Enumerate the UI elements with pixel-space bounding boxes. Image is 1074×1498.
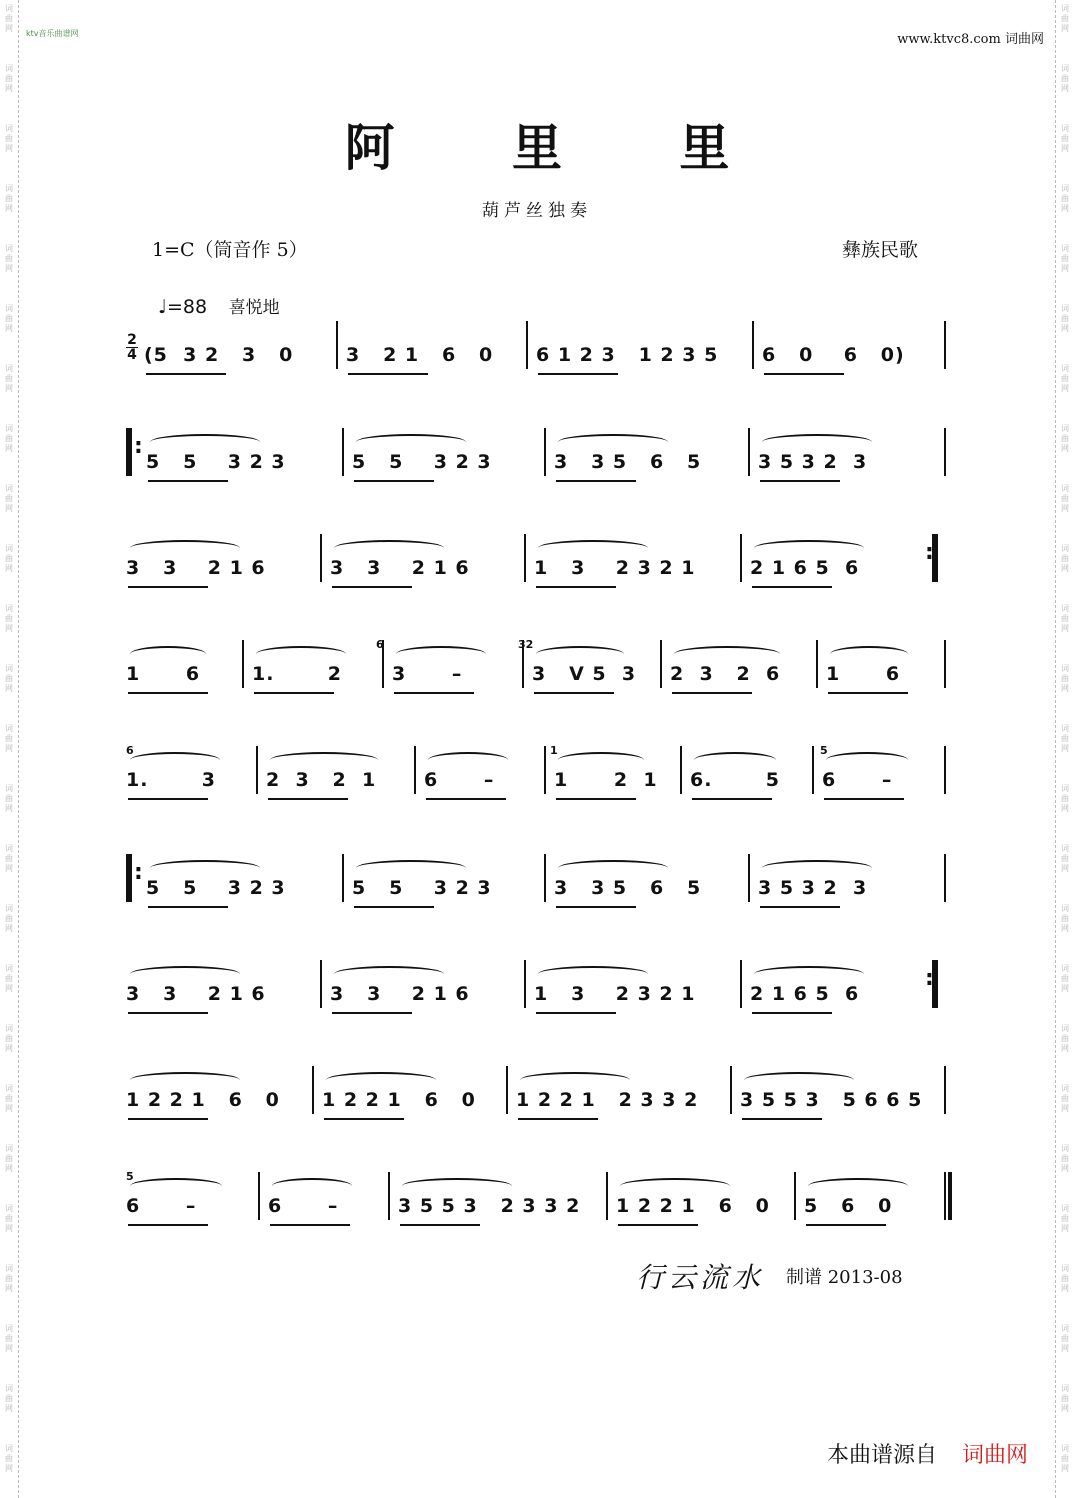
beam-underline [536, 586, 616, 588]
grace-note: 6 [376, 638, 384, 651]
made-by-date: 制谱 2013-08 [786, 1267, 903, 1288]
slur-arc [538, 540, 648, 556]
barline [258, 1172, 260, 1220]
beam-underline [752, 586, 832, 588]
barline [812, 746, 814, 794]
beam-underline [534, 692, 614, 694]
beam-underline [268, 798, 348, 800]
measure: 1 6 [826, 663, 901, 685]
watermark-text: 词 曲 网 [1061, 664, 1069, 693]
watermark-text: 词 曲 网 [1061, 844, 1069, 873]
beam-underline [354, 906, 434, 908]
time-signature-bottom: 4 [127, 347, 137, 363]
watermark-text: 词 曲 网 [1061, 64, 1069, 93]
measure: 2 1 6 5 6 [750, 983, 860, 1005]
beam-underline [556, 480, 636, 482]
watermark-text: 词 曲 网 [5, 904, 13, 933]
measure: 3 2 1 6 0 [346, 344, 494, 366]
beam-underline [536, 1012, 616, 1014]
watermark-text: 词 曲 网 [5, 1024, 13, 1053]
slur-arc [558, 752, 644, 768]
barline [336, 321, 338, 369]
watermark-text: 词 曲 网 [1061, 1324, 1069, 1353]
watermark-text: 词 曲 网 [1061, 724, 1069, 753]
beam-underline [752, 1012, 832, 1014]
tempo-expression: 喜悦地 [228, 298, 280, 318]
score-row [126, 744, 946, 806]
measure: 1 2 2 1 2 3 3 2 [516, 1089, 699, 1111]
beam-underline [332, 1012, 412, 1014]
repeat-end-barline [932, 960, 938, 1008]
beam-underline [556, 906, 636, 908]
title-char-1: 阿 [344, 118, 395, 177]
watermark-text: 词 曲 网 [5, 1384, 13, 1413]
watermark-text: 词 曲 网 [1061, 604, 1069, 633]
beam-underline [254, 692, 334, 694]
slur-arc [808, 1178, 908, 1194]
arranger-signature: 行云流水 [636, 1261, 765, 1294]
watermark-text: 词 曲 网 [5, 784, 13, 813]
measure: 1 2 2 1 6 0 [616, 1195, 770, 1217]
beam-underline [618, 1224, 698, 1226]
watermark-text: 词 曲 网 [5, 124, 13, 153]
title-char-2: 里 [512, 118, 562, 177]
barline [944, 428, 946, 476]
barline [320, 960, 322, 1008]
beam-underline [128, 1012, 208, 1014]
measure: 3 5 5 3 2 3 3 2 [398, 1195, 581, 1217]
tempo-value: ♩=88 [158, 296, 208, 318]
barline [660, 640, 662, 688]
slur-arc [130, 1178, 222, 1194]
slur-arc [762, 860, 872, 876]
slur-arc [428, 752, 508, 768]
beam-underline [742, 1118, 822, 1120]
beam-underline [538, 373, 618, 375]
repeat-start-barline [126, 428, 132, 476]
barline [342, 428, 344, 476]
watermark-text: 词 曲 网 [1061, 1204, 1069, 1233]
tempo-marking [158, 293, 280, 318]
slur-arc [270, 752, 378, 768]
slur-arc [694, 752, 776, 768]
grace-note: 5 [126, 1170, 134, 1183]
watermark-text: 词 曲 网 [1061, 304, 1069, 333]
watermark-text: 词 曲 网 [5, 1144, 13, 1173]
beam-underline [128, 692, 208, 694]
slur-arc [620, 1178, 730, 1194]
measure: 1 2 2 1 6 0 [322, 1089, 476, 1111]
measure: 6 0 6 0) [762, 344, 905, 366]
slur-arc [334, 966, 444, 982]
measure: 3 3 2 1 6 [330, 983, 470, 1005]
slur-arc [356, 860, 466, 876]
score-row [126, 333, 946, 381]
measure: 6 1 2 3 1 2 3 5 [536, 344, 719, 366]
measure: 3 5 3 2 3 [758, 451, 868, 473]
score-row [126, 866, 946, 914]
slur-arc [538, 966, 648, 982]
barline [816, 640, 818, 688]
slur-arc [130, 966, 240, 982]
beam-underline [128, 1118, 208, 1120]
measure: 1 3 2 3 2 1 [534, 557, 696, 579]
slur-arc [674, 646, 780, 662]
barline [506, 1066, 508, 1114]
barline [748, 854, 750, 902]
slur-arc [130, 540, 240, 556]
measure: 3 – [392, 663, 463, 685]
beam-underline [146, 373, 226, 375]
measure: 5 5 3 2 3 [146, 877, 286, 899]
measure: 1 3 2 3 2 1 [534, 983, 696, 1005]
barline [342, 854, 344, 902]
watermark-text: 词 曲 网 [5, 604, 13, 633]
score-row [126, 638, 946, 700]
slur-arc [754, 540, 864, 556]
barline [524, 534, 526, 582]
beam-underline [556, 798, 636, 800]
footer-site-link[interactable]: 词曲网 [961, 1443, 1028, 1468]
beam-underline [828, 692, 908, 694]
barline [944, 854, 946, 902]
barline [256, 746, 258, 794]
measure: 5 6 0 [804, 1195, 893, 1217]
score-row [126, 1170, 946, 1232]
barline [794, 1172, 796, 1220]
beam-underline [148, 906, 228, 908]
score-row [126, 546, 946, 594]
score-row [126, 1078, 946, 1126]
measure: 3 3 2 1 6 [330, 557, 470, 579]
measure: 1. 3 [126, 769, 216, 791]
slur-arc [396, 646, 486, 662]
barline [524, 960, 526, 1008]
barline [944, 746, 946, 794]
measure: 6 – [126, 1195, 197, 1217]
beam-underline [128, 1224, 208, 1226]
watermark-text: 词 曲 网 [1061, 244, 1069, 273]
barline [730, 1066, 732, 1114]
barline [414, 746, 416, 794]
watermark-text: 词 曲 网 [1061, 124, 1069, 153]
beam-underline [806, 1224, 886, 1226]
watermark-text: 词 曲 网 [1061, 184, 1069, 213]
beam-underline [332, 586, 412, 588]
watermark-text: 词 曲 网 [5, 964, 13, 993]
watermark-text: 词 曲 网 [1061, 1144, 1069, 1173]
measure: 6 – [424, 769, 495, 791]
watermark-text: 词 曲 网 [1061, 1384, 1069, 1413]
barline [606, 1172, 608, 1220]
watermark-text: 词 曲 网 [5, 424, 13, 453]
watermark-text: 词 曲 网 [1061, 904, 1069, 933]
slur-arc [256, 646, 346, 662]
barline [740, 534, 742, 582]
site-small-logo: ktv音乐曲谱网 [26, 29, 79, 38]
beam-underline [128, 586, 208, 588]
site-url-text[interactable]: www.ktvc8.com [897, 32, 1001, 47]
watermark-text: 词 曲 网 [1061, 1024, 1069, 1053]
slur-arc [762, 434, 872, 450]
barline [752, 321, 754, 369]
footer-prefix: 本曲谱源自 [826, 1443, 937, 1468]
beam-underline [518, 1118, 598, 1120]
measure: 5 5 3 2 3 [146, 451, 286, 473]
beam-underline [324, 1118, 404, 1120]
slur-arc [744, 1072, 854, 1088]
watermark-text: 词 曲 网 [5, 4, 13, 33]
measure: 3 5 3 2 3 [758, 877, 868, 899]
measure: 3 3 5 6 5 [554, 877, 702, 899]
watermark-text: 词 曲 网 [5, 724, 13, 753]
measure: 5 5 3 2 3 [352, 877, 492, 899]
watermark-text: 词 曲 网 [5, 844, 13, 873]
watermark-text: 词 曲 网 [1061, 784, 1069, 813]
watermark-text: 词 曲 网 [1061, 364, 1069, 393]
watermark-text: 词 曲 网 [1061, 484, 1069, 513]
grace-note: 5 [820, 744, 828, 757]
slur-arc [558, 860, 668, 876]
grace-note: 6 [126, 744, 134, 757]
repeat-start-barline [126, 854, 132, 902]
slur-arc [356, 434, 466, 450]
slur-arc [150, 434, 260, 450]
watermark-text: 词 曲 网 [1061, 4, 1069, 33]
key-signature: 1=C（筒音作 5） [152, 239, 308, 261]
slur-arc [520, 1072, 630, 1088]
watermark-text: 词 曲 网 [1061, 1264, 1069, 1293]
barline [320, 534, 322, 582]
measure: 1 6 [126, 663, 201, 685]
barline [544, 746, 546, 794]
slur-arc [272, 1178, 352, 1194]
watermark-text: 词 曲 网 [5, 184, 13, 213]
measure: 2 3 2 1 [266, 769, 377, 791]
final-barline [944, 1172, 952, 1220]
measure: 2 3 2 6 [670, 663, 781, 685]
watermark-text: 词 曲 网 [1061, 1084, 1069, 1113]
watermark-text: 词 曲 网 [5, 1084, 13, 1113]
measure: (5 3 2 3 0 [144, 344, 294, 366]
slur-arc [558, 434, 668, 450]
measure: 3 3 5 6 5 [554, 451, 702, 473]
barline [680, 746, 682, 794]
barline [944, 640, 946, 688]
barline [944, 1066, 946, 1114]
watermark-text: 词 曲 网 [1061, 424, 1069, 453]
beam-underline [128, 798, 208, 800]
slur-arc [334, 540, 444, 556]
beam-underline [400, 1224, 480, 1226]
watermark-text: 词 曲 网 [5, 544, 13, 573]
measure: 3 3 2 1 6 [126, 983, 266, 1005]
barline [388, 1172, 390, 1220]
watermark-text: 词 曲 网 [5, 64, 13, 93]
grace-note: 32 [518, 638, 534, 651]
slur-arc [326, 1072, 436, 1088]
watermark-text: 词 曲 网 [5, 364, 13, 393]
slur-arc [754, 966, 864, 982]
slur-arc [826, 752, 908, 768]
barline [312, 1066, 314, 1114]
slur-arc [130, 752, 220, 768]
slur-arc [402, 1178, 512, 1194]
watermark-text: 词 曲 网 [5, 304, 13, 333]
grace-note: 1 [550, 744, 558, 757]
beam-underline [764, 373, 844, 375]
beam-underline [672, 692, 752, 694]
beam-underline [824, 798, 904, 800]
watermark-text: 词 曲 网 [5, 1264, 13, 1293]
measure: 1 2 2 1 6 0 [126, 1089, 280, 1111]
barline [944, 321, 946, 369]
beam-underline [760, 480, 840, 482]
watermark-text: 词 曲 网 [5, 244, 13, 273]
watermark-text: 词 曲 网 [5, 664, 13, 693]
measure: 3 V 5 3 [532, 663, 637, 685]
beam-underline [394, 692, 474, 694]
watermark-text: 词 曲 网 [1061, 964, 1069, 993]
site-name-text: 词曲网 [1004, 32, 1044, 47]
slur-arc [830, 646, 908, 662]
measure: 6 – [268, 1195, 339, 1217]
beam-underline [692, 798, 772, 800]
watermark-text: 词 曲 网 [1061, 544, 1069, 573]
score-subtitle: 葫芦丝独奏 [482, 201, 592, 221]
barline [544, 854, 546, 902]
time-signature [126, 333, 138, 362]
watermark-text: 词 曲 网 [1061, 1444, 1069, 1473]
repeat-end-barline [932, 534, 938, 582]
slur-arc [130, 646, 206, 662]
slur-arc [150, 860, 260, 876]
watermark-text: 词 曲 网 [5, 1204, 13, 1233]
measure: 3 5 5 3 5 6 6 5 [740, 1089, 923, 1111]
watermark-text: 词 曲 网 [5, 1324, 13, 1353]
source-footer [827, 1438, 1028, 1469]
time-signature-top: 2 [127, 332, 137, 348]
beam-underline [348, 373, 428, 375]
score-row [126, 440, 946, 488]
site-url[interactable] [897, 28, 1044, 47]
beam-underline [148, 480, 228, 482]
measure: 2 1 6 5 6 [750, 557, 860, 579]
title-char-3: 里 [679, 118, 730, 177]
barline [526, 321, 528, 369]
slur-arc [130, 1072, 240, 1088]
watermark-text: 词 曲 网 [5, 1444, 13, 1473]
beam-underline [354, 480, 434, 482]
beam-underline [760, 906, 840, 908]
barline [544, 428, 546, 476]
measure: 1. 2 [252, 663, 342, 685]
measure: 1 2 1 [554, 769, 658, 791]
measure: 6 – [822, 769, 893, 791]
slur-arc [536, 646, 624, 662]
song-origin: 彝族民歌 [841, 239, 918, 261]
measure: 5 5 3 2 3 [352, 451, 492, 473]
measure: 3 3 2 1 6 [126, 557, 266, 579]
beam-underline [270, 1224, 350, 1226]
beam-underline [426, 798, 506, 800]
barline [748, 428, 750, 476]
barline [740, 960, 742, 1008]
measure: 6. 5 [690, 769, 780, 791]
watermark-text: 词 曲 网 [5, 484, 13, 513]
barline [242, 640, 244, 688]
score-row [126, 972, 946, 1020]
score-title [0, 108, 1074, 180]
